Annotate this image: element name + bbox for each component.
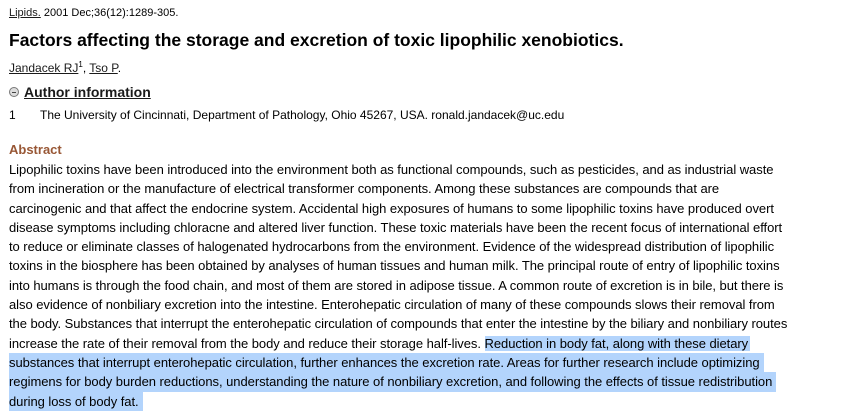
abstract-line: toxins in the biosphere has been obtained by analyses of human tissues and human milk. The principal route of entry of lipophilic toxins bbox=[9, 258, 780, 274]
abstract-line: the body. Substances that interrupt the enterohepatic circulation of compounds that enter the intestine by the biliary and nonbiliary routes bbox=[9, 316, 788, 332]
abstract-line: from incineration or the manufacture of electrical transformer components. Among these substances are compounds that are bbox=[9, 181, 720, 197]
abstract-line: also evidence of nonbiliary excretion into the intestine. Enterohepatic circulation of many of these compounds slows their removal from bbox=[9, 297, 775, 313]
abstract-body bbox=[9, 160, 859, 411]
abstract-line: disease symptoms including chloracne and altered liver function. These toxic materials have been the recent focus of international effort bbox=[9, 219, 783, 235]
abstract-line: into humans is through the food chain, and most of them are stored in adipose tissue. A common route of excretion is in bile, but there is bbox=[9, 277, 784, 293]
author-info-toggle[interactable] bbox=[9, 83, 151, 101]
author-list-end: . bbox=[117, 61, 122, 75]
abstract-heading: Abstract bbox=[9, 142, 62, 157]
affiliation-number: 1 bbox=[9, 108, 16, 122]
citation bbox=[9, 6, 178, 20]
abstract-text-unselected: increase the rate of their removal from the body and reduce their storage half-lives. bbox=[9, 335, 485, 351]
selected-text: during loss of body fat. bbox=[9, 392, 143, 411]
article-title: Factors affecting the storage and excretion of toxic lipophilic xenobiotics. bbox=[9, 30, 624, 50]
selected-text: substances that interrupt enterohepatic circulation, further enhances the excretion rate. Areas for further research include optimizing bbox=[9, 353, 764, 372]
abstract-line-partial-selection bbox=[9, 334, 859, 353]
author-affiliation-marker: 1 bbox=[78, 60, 83, 69]
citation-details: 2001 Dec;36(12):1289-305. bbox=[40, 7, 179, 19]
author-separator: , bbox=[82, 61, 90, 75]
abstract-line-selected bbox=[9, 353, 859, 372]
abstract-line: carcinogenic and that affect the endocrine system. Accidental high exposures of humans to some lipophilic toxins have produced overt bbox=[9, 200, 774, 216]
abstract-line-selected bbox=[9, 372, 859, 391]
author-link-tso[interactable]: Tso P bbox=[89, 61, 118, 75]
affiliation bbox=[9, 107, 564, 123]
author-list bbox=[9, 60, 121, 76]
abstract-line: Lipophilic toxins have been introduced into the environment both as functional compounds, such as pesticides, and as industrial waste bbox=[9, 162, 774, 177]
abstract-line: to reduce or eliminate classes of halogenated hydrocarbons from the environment. Evidence of the widespread distribution of lipophilic bbox=[9, 239, 775, 255]
selected-text: Reduction in body fat, along with these dietary bbox=[484, 335, 749, 351]
author-link-jandacek[interactable]: Jandacek RJ bbox=[9, 61, 79, 75]
abstract-line-selected bbox=[9, 392, 859, 411]
author-info-label[interactable]: Author information bbox=[24, 84, 151, 100]
selected-text: regimens for body burden reductions, understanding the nature of nonbiliary excretion, and following the effects of tissue redistribution bbox=[9, 372, 776, 391]
affiliation-text: The University of Cincinnati, Department of Pathology, Ohio 45267, USA. ronald.jandacek@uc.edu bbox=[40, 108, 565, 122]
collapse-minus-icon[interactable] bbox=[9, 87, 19, 97]
journal-link[interactable]: Lipids. bbox=[9, 7, 41, 19]
